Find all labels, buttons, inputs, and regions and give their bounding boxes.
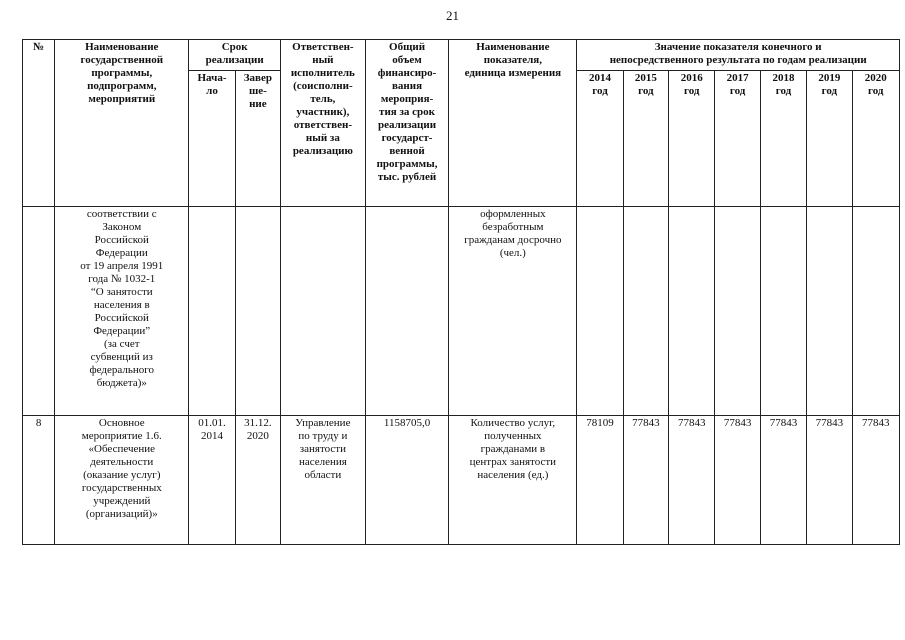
row-value bbox=[852, 207, 899, 416]
row-indicator: оформленных безработным гражданам досрочно (чел.) bbox=[449, 207, 577, 416]
row-end: 31.12. 2020 bbox=[235, 416, 280, 545]
row-financing bbox=[365, 207, 449, 416]
row-program-name: Основное мероприятие 1.6. «Обеспечение деятельности (оказание услуг) государственных учреждений (организаций)» bbox=[55, 416, 189, 545]
header-program-name: Наименование государственной программы, подпрограмм, мероприятий bbox=[55, 40, 189, 207]
header-start: Нача- ло bbox=[189, 71, 235, 207]
row-start bbox=[189, 207, 235, 416]
header-executor: Ответствен- ный исполнитель (соисполни- тель, участник), ответствен- ный за реализацию bbox=[281, 40, 366, 207]
row-financing: 1158705,0 bbox=[365, 416, 449, 545]
row-indicator: Количество услуг, полученных гражданами в центрах занятости населения (ед.) bbox=[449, 416, 577, 545]
header-year: 2020 год bbox=[852, 71, 899, 207]
row-value: 77843 bbox=[623, 416, 668, 545]
header-period: Срок реализации bbox=[189, 40, 281, 71]
header-end: Завер ше- ние bbox=[235, 71, 280, 207]
header-year: 2017 год bbox=[715, 71, 760, 207]
header-year: 2019 год bbox=[807, 71, 852, 207]
row-value: 77843 bbox=[715, 416, 760, 545]
row-num bbox=[23, 207, 55, 416]
table-row bbox=[23, 416, 900, 545]
row-executor bbox=[281, 207, 366, 416]
header-year: 2018 год bbox=[760, 71, 806, 207]
indicators-table bbox=[22, 39, 900, 545]
page-number: 21 bbox=[446, 8, 459, 23]
header-year: 2016 год bbox=[669, 71, 715, 207]
row-value bbox=[807, 207, 852, 416]
row-value: 77843 bbox=[669, 416, 715, 545]
header-financing: Общий объем финансиро- вания мероприя- тия за срок реализации государст- венной программы, тыс. рублей bbox=[365, 40, 449, 207]
header-row-1 bbox=[23, 40, 900, 71]
row-value bbox=[577, 207, 623, 416]
row-value: 77843 bbox=[852, 416, 899, 545]
header-num: № bbox=[23, 40, 55, 207]
row-value bbox=[715, 207, 760, 416]
header-year: 2015 год bbox=[623, 71, 668, 207]
row-value: 77843 bbox=[807, 416, 852, 545]
table-row bbox=[23, 207, 900, 416]
row-value bbox=[623, 207, 668, 416]
row-num: 8 bbox=[23, 416, 55, 545]
row-value: 78109 bbox=[577, 416, 623, 545]
header-indicator: Наименование показателя, единица измерения bbox=[449, 40, 577, 207]
row-program-name: соответствии с Законом Российской Федерации от 19 апреля 1991 года № 1032-1 “О занятости населения в Российской Федерации” (за счет субвенций из федерального бюджета)» bbox=[55, 207, 189, 416]
header-year: 2014 год bbox=[577, 71, 623, 207]
row-start: 01.01. 2014 bbox=[189, 416, 235, 545]
header-values-title: Значение показателя конечного и непосредственного результата по годам реализации bbox=[577, 40, 900, 71]
row-executor: Управление по труду и занятости населения области bbox=[281, 416, 366, 545]
row-end bbox=[235, 207, 280, 416]
row-value bbox=[760, 207, 806, 416]
row-value bbox=[669, 207, 715, 416]
row-value: 77843 bbox=[760, 416, 806, 545]
